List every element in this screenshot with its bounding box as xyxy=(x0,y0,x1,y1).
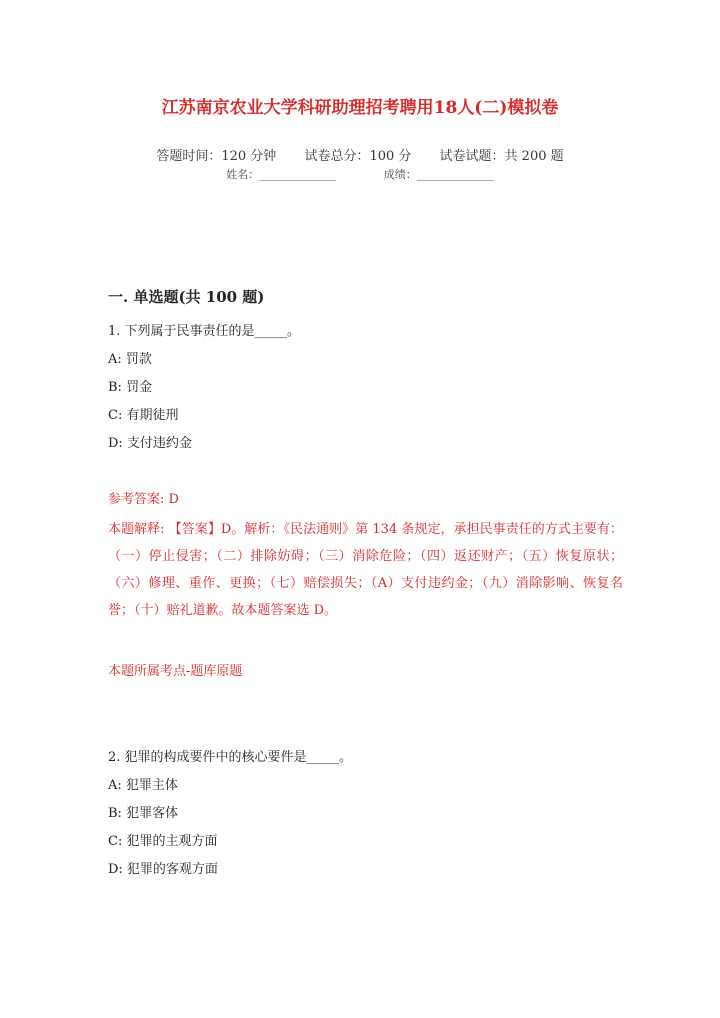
option-a: A: 罚款 xyxy=(108,352,152,367)
page-title: 江苏南京农业大学科研助理招考聘用18人(二)模拟卷 xyxy=(161,98,559,118)
question-stem: 1. 下列属于民事责任的是_____。 xyxy=(108,324,301,339)
exam-total-score: 试卷总分：100 分 xyxy=(304,149,412,164)
exam-total-questions: 试卷试题：共 200 题 xyxy=(439,149,564,164)
name-field: 姓名：______________ xyxy=(226,168,337,181)
answer-key: 参考答案: D xyxy=(108,492,179,507)
exam-meta xyxy=(0,145,720,164)
option-d: D: 支付违约金 xyxy=(108,436,192,451)
option-a: A: 犯罪主体 xyxy=(108,778,178,793)
question-stem: 2. 犯罪的构成要件中的核心要件是_____。 xyxy=(108,750,353,765)
section-title: 一. 单选题(共 100 题) xyxy=(108,288,265,306)
option-b: B: 犯罪客体 xyxy=(108,806,179,821)
option-c: C: 犯罪的主观方面 xyxy=(108,834,218,849)
option-c: C: 有期徒刑 xyxy=(108,408,179,423)
option-b: B: 罚金 xyxy=(108,380,153,395)
question-source: 本题所属考点-题库原题 xyxy=(108,664,243,679)
score-field: 成绩：______________ xyxy=(383,168,494,181)
option-d: D: 犯罪的客观方面 xyxy=(108,862,218,877)
exam-time: 答题时间：120 分钟 xyxy=(156,149,277,164)
exam-fields xyxy=(0,166,720,182)
answer-explanation: 本题解释: 【答案】D。解析：《民法通则》第 134 条规定，承担民事责任的方式主要有：（一）停止侵害；（二）排除妨碍；（三）消除危险；（四）返还财产；（五）恢复原状；（六）修理、重作、更换；（七）赔偿损失；（A）支付违约金；（九）消除影响、恢复名誉；（十）赔礼道歉。故本题答案选 D。 xyxy=(108,522,623,618)
